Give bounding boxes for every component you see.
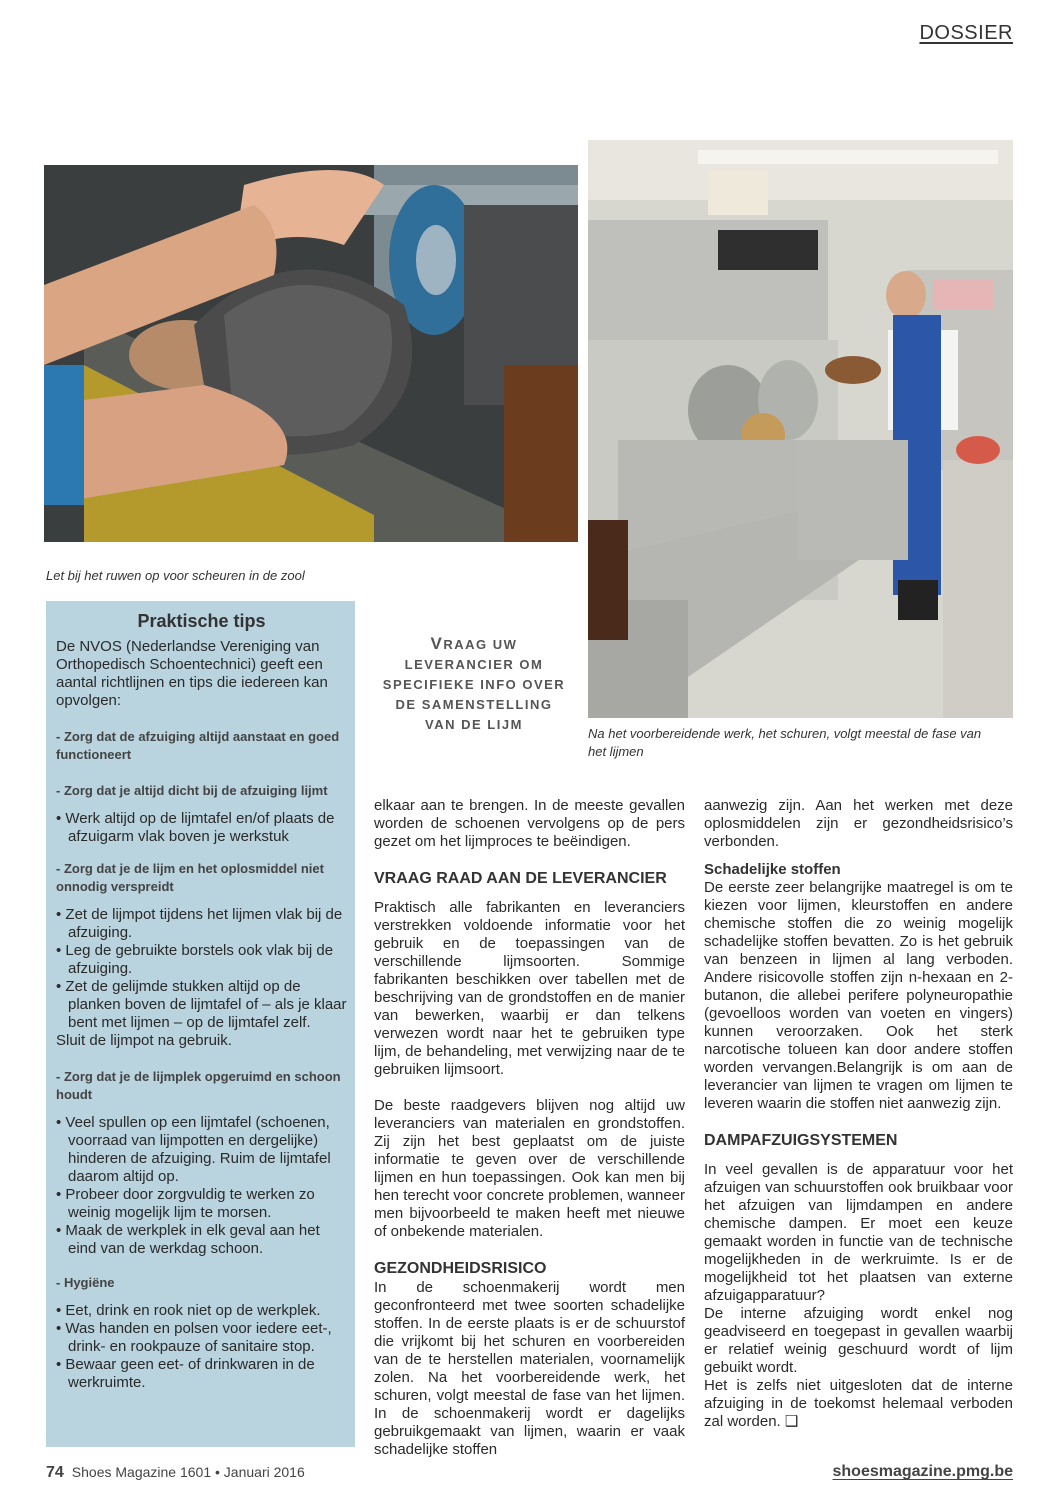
tips-list-hygiene (56, 1302, 347, 1392)
article-column-right (704, 797, 1013, 1431)
paragraph-text: Het is zelfs niet uitgesloten dat de interne afzuiging in de toekomst helemaal verboden zal worden. (704, 1377, 1013, 1430)
article-column-middle (374, 797, 685, 1459)
list-item: • Was handen en polsen voor iedere eet-, drink- en rookpauze of sanitaire stop. (56, 1320, 347, 1356)
list-item: • Leg de gebruikte borstels ook vlak bij de afzuiging. (56, 942, 347, 978)
tips-intro: De NVOS (Nederlandse Vereniging van Orthopedisch Schoentechnici) geeft een aantal richtlijnen en tips die iedereen kan opvolgen: (56, 638, 328, 709)
paragraph: De beste raadgevers blijven nog altijd uw leveranciers van materialen en grondstoffen. Zij zijn het best geplaatst om de juiste informatie te geven over de verschillende lijmen en hun toepassingen. Ook kan men bij hen terecht voor concrete problemen, wanneer men bijvoorbeeld te maken heeft met nieuwe of onbekende materialen. (374, 1097, 686, 1240)
page-number: 74 (46, 1464, 64, 1481)
tips-list-tidy (56, 1114, 347, 1258)
paragraph: Praktisch alle fabrikanten en leveranciers verstrekken voldoende informatie voor het gebruik en de toepassingen van de verschillende lijmsoorten. Sommige fabrikanten beschikken over tabellen met de beschrijving van de grondstoffen en de manier van bewerken, waarbij er dan telkens verwezen wordt naar het te gebruiken type lijm, de behandeling, met verwijzing naar de te gebruiken lijmsoort. (374, 899, 685, 1078)
website-link[interactable]: shoesmagazine.pmg.be (832, 1463, 1013, 1480)
paragraph: elkaar aan te brengen. In de meeste gevallen worden de schoenen vervolgens op de pers gezet om het lijmproces te beëindigen. (374, 797, 685, 850)
pull-quote-initial: V (430, 634, 444, 653)
heading-health-risk: GEZONDHEIDSRISICO (374, 1260, 547, 1277)
paragraph: aanwezig zijn. Aan het werken met deze oplosmiddelen zijn er gezondheidsrisico’s verbonden. (704, 797, 1013, 850)
tips-list-spread (56, 906, 347, 1032)
section-label: DOSSIER (919, 22, 1013, 44)
heading-extraction-systems: DAMPAFZUIGSYSTEMEN (704, 1132, 898, 1149)
footer-issue (46, 1464, 305, 1482)
tips-box (46, 601, 355, 1447)
tips-heading-proximity: - Zorg dat je altijd dicht bij de afzuiging lijmt (56, 783, 328, 798)
list-item: • Zet de lijmpot tijdens het lijmen vlak bij de afzuiging. (56, 906, 347, 942)
paragraph: De interne afzuiging wordt enkel nog geadviseerd en toegepast in gevallen waarbij er relatief weinig geschuurd wordt of lijm gebuikt wordt. (704, 1305, 1013, 1376)
list-item: • Zet de gelijmde stukken altijd op de planken boven de lijmtafel of – als je klaar bent met lijmen – op de lijmtafel zelf. (56, 978, 347, 1032)
list-item: • Eet, drink en rook niet op de werkplek. (56, 1302, 347, 1320)
list-item: • Veel spullen op een lijmtafel (schoenen, voorraad van lijmpotten en dergelijke) hinderen de afzuiging. Ruim de lijmtafel daarom altijd op. (56, 1114, 347, 1186)
list-item: • Maak de werkplek in elk geval aan het eind van de werkdag schoon. (56, 1222, 347, 1258)
tips-heading-hygiene: - Hygiëne (56, 1275, 115, 1290)
heading-harmful-substances: Schadelijke stoffen (704, 861, 841, 878)
photo-sole-sanding (44, 165, 578, 542)
tips-title: Praktische tips (137, 611, 266, 631)
pull-quote (380, 634, 568, 735)
pull-quote-text: RAAG UW LEVERANCIER OM SPECIFIEKE INFO OVER DE SAMENSTELLING VAN DE LIJM (382, 637, 566, 732)
paragraph: De eerste zeer belangrijke maatregel is om te kiezen voor lijmen, kleurstoffen en andere chemische stoffen die zo weinig mogelijk schadelijke stoffen bevatten. Zo is het gebruik van benzeen in lijmen al lang verboden. Andere risicovolle stoffen zijn n-hexaan en 2-butanon, die allebei perifere polyneuropathie (gevoelloos worden van voeten en vingers) kunnen veroorzaken. Ook het sterk narcotische tolueen kan door andere stoffen worden vervangen.Belangrijk is om aan de leverancier van lijmen te vragen om lijmen te leveren waarin die stoffen niet aanwezig zijn. (704, 879, 1013, 1112)
photo-gluing-station (588, 140, 1013, 718)
list-item: • Werk altijd op de lijmtafel en/of plaats de afzuigarm vlak boven je werkstuk (56, 810, 347, 846)
tips-heading-extraction: - Zorg dat de afzuiging altijd aanstaat en goed functioneert (56, 729, 340, 762)
photo-caption-right: Na het voorbereidende werk, het schuren, volgt meestal de fase van het lijmen (588, 726, 982, 759)
tips-heading-spread: - Zorg dat je de lijm en het oplosmiddel niet onnodig verspreidt (56, 861, 324, 894)
photo-caption-left: Let bij het ruwen op voor scheuren in de zool (46, 568, 305, 583)
list-item: • Probeer door zorgvuldig te werken zo weinig mogelijk lijm te morsen. (56, 1186, 347, 1222)
tips-heading-tidy: - Zorg dat je de lijmplek opgeruimd en schoon houdt (56, 1069, 341, 1102)
issue-label: Shoes Magazine 1601 • Januari 2016 (71, 1464, 305, 1480)
paragraph (704, 1377, 1013, 1431)
tips-list-proximity (56, 810, 347, 846)
list-item: • Bewaar geen eet- of drinkwaren in de werkruimte. (56, 1356, 347, 1392)
paragraph: In de schoenmakerij wordt men geconfronteerd met twee soorten schadelijke stoffen. In de eerste plaats is er de schuurstof die vrijkomt bij het schuren en voorbereiden van de te herstellen materialen, voornamelijk zolen. Na het voorbereidende werk, het schuren, volgt meestal de fase van het lijmen. In de schoenmakerij wordt er dagelijks gebruikgemaakt van lijmen, waarin er vaak schadelijke stoffen (374, 1279, 685, 1458)
tips-plain-close-pot: Sluit de lijmpot na gebruik. (56, 1032, 232, 1049)
heading-supplier-advice: VRAAG RAAD AAN DE LEVERANCIER (374, 870, 667, 887)
end-mark-icon: ❑ (784, 1413, 799, 1430)
paragraph: In veel gevallen is de apparatuur voor het afzuigen van schuurstoffen ook bruikbaar voor het afzuigen van lijmdampen en andere chemische dampen. Er moet een keuze gemaakt worden in functie van de technische mogelijkheden in de werkruimte. Is er de mogelijkheid tot het plaatsen van externe afzuigapparatuur? (704, 1161, 1013, 1304)
